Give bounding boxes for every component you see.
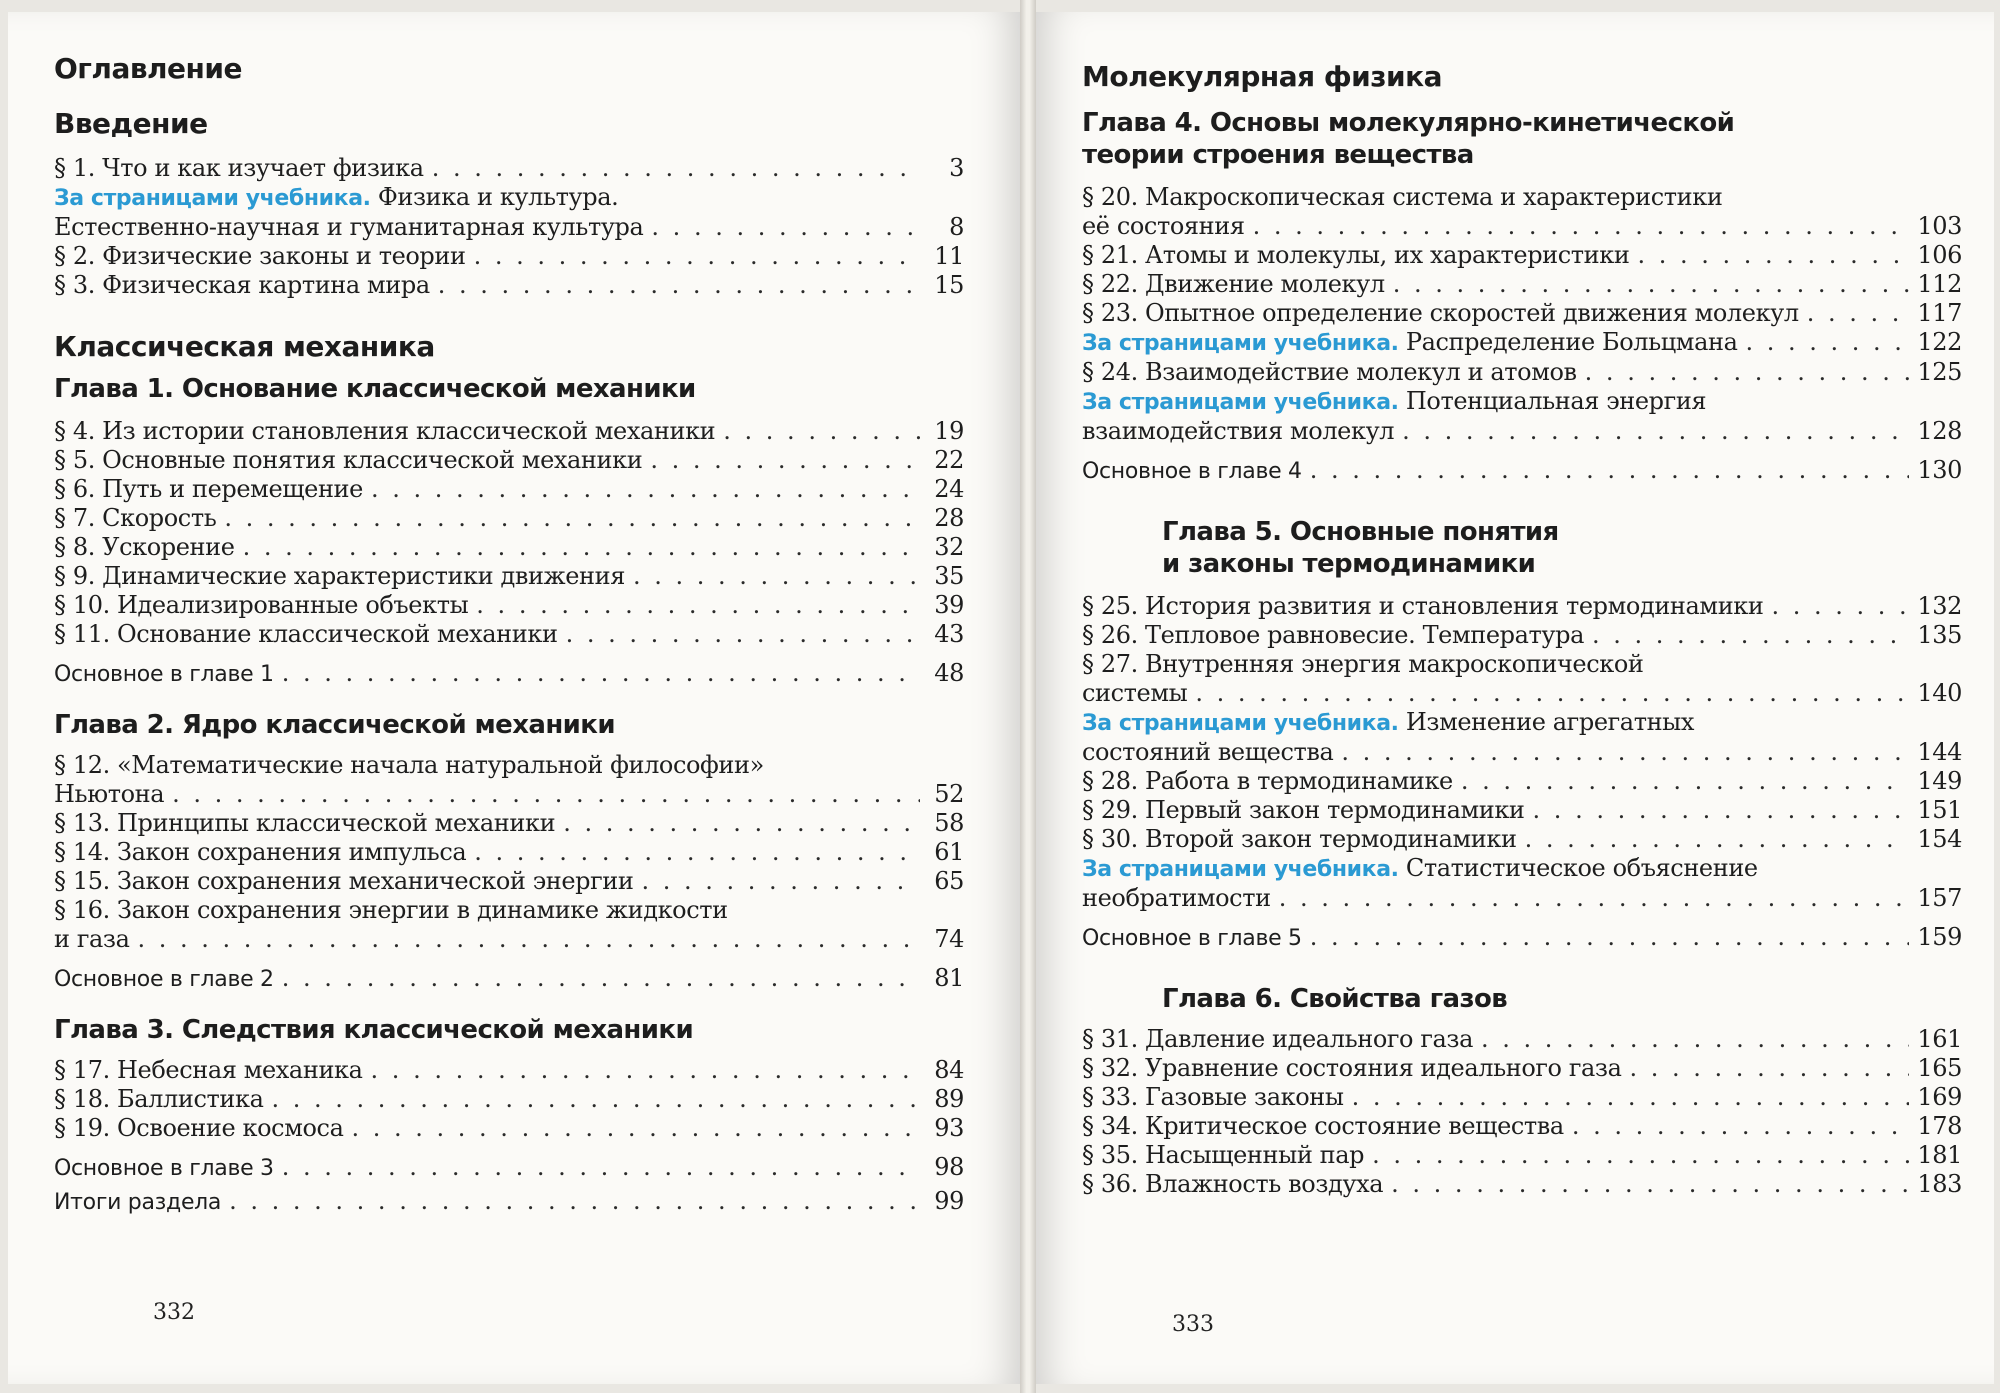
toc-entry[interactable]: § 30. Второй закон термодинамики . . . 154 — [1082, 825, 1962, 854]
chapter-1-title: Глава 1. Основание классической механики — [54, 374, 696, 404]
toc-entry[interactable]: § 6. Путь и перемещение . . . 24 — [54, 475, 964, 504]
toc-entry[interactable]: § 26. Тепловое равновесие. Температура . . . 135 — [1082, 621, 1962, 650]
toc-entry[interactable]: § 13. Принципы классической механики . . . 58 — [54, 809, 964, 838]
toc-entry-beyond[interactable]: За страницами учебника. Потенциальная энергия — [1082, 387, 1707, 415]
toc-entry-beyond-cont[interactable]: необратимости . . . 157 — [1082, 884, 1962, 913]
book-spine — [1020, 0, 1036, 1393]
toc-summary[interactable]: Основное в главе 1 . . . 48 — [54, 659, 964, 689]
toc-entry-cont[interactable]: её состояния . . . 103 — [1082, 212, 1962, 241]
left-page — [8, 12, 1020, 1384]
toc-entry[interactable]: § 3. Физическая картина мира . . . 15 — [54, 271, 964, 300]
toc-summary[interactable]: Основное в главе 3 . . . 98 — [54, 1153, 964, 1183]
toc-entry-beyond-cont[interactable]: состояний вещества . . . 144 — [1082, 738, 1962, 767]
right-page — [1036, 12, 1994, 1384]
toc-entry[interactable]: § 31. Давление идеального газа . . . 161 — [1082, 1025, 1962, 1054]
intro-title: Введение — [54, 107, 208, 140]
toc-entry[interactable]: § 5. Основные понятия классической механики . . . 22 — [54, 446, 964, 475]
toc-entry-multiline[interactable]: § 16. Закон сохранения энергии в динамике жидкости — [54, 896, 728, 924]
toc-entry-multiline[interactable]: § 27. Внутренняя энергия макроскопической — [1082, 650, 1644, 678]
toc-entry-multiline[interactable]: § 12. «Математические начала натуральной философии» — [54, 751, 764, 779]
chapter-6-title: Глава 6. Свойства газов — [1162, 984, 1508, 1014]
toc-summary[interactable]: Основное в главе 2 . . . 81 — [54, 964, 964, 994]
chapter-4-title-cont: теории строения вещества — [1082, 140, 1474, 170]
chapter-4-title: Глава 4. Основы молекулярно-кинетической — [1082, 108, 1735, 138]
contents-title: Оглавление — [54, 52, 243, 85]
toc-entry[interactable]: § 25. История развития и становления термодинамики . . . 132 — [1082, 592, 1962, 621]
chapter-2-title: Глава 2. Ядро классической механики — [54, 710, 615, 740]
toc-entry[interactable]: § 22. Движение молекул . . . 112 — [1082, 270, 1962, 299]
toc-entry[interactable]: § 15. Закон сохранения механической энергии . . . 65 — [54, 867, 964, 896]
toc-entry-beyond-cont[interactable]: Естественно-научная и гуманитарная культура . . . 8 — [54, 213, 964, 242]
toc-entry[interactable]: § 2. Физические законы и теории . . . 11 — [54, 242, 964, 271]
toc-entry-cont[interactable]: Ньютона . . . 52 — [54, 780, 964, 809]
toc-entry[interactable]: § 32. Уравнение состояния идеального газа . . . 165 — [1082, 1054, 1962, 1083]
section-title-molecular: Молекулярная физика — [1082, 60, 1443, 93]
toc-entry[interactable]: § 24. Взаимодействие молекул и атомов . . . 125 — [1082, 358, 1962, 387]
toc-entry[interactable]: § 29. Первый закон термодинамики . . . 151 — [1082, 796, 1962, 825]
chapter-5-title-cont: и законы термодинамики — [1162, 549, 1536, 579]
toc-entry[interactable]: § 14. Закон сохранения импульса . . . 61 — [54, 838, 964, 867]
toc-entry-beyond[interactable]: За страницами учебника. Статистическое объяснение — [1082, 854, 1758, 882]
left-page-content — [54, 52, 964, 1217]
toc-entry[interactable]: § 33. Газовые законы . . . 169 — [1082, 1083, 1962, 1112]
toc-entry[interactable]: § 34. Критическое состояние вещества . . . 178 — [1082, 1112, 1962, 1141]
toc-entry[interactable]: § 21. Атомы и молекулы, их характеристики . . . 106 — [1082, 241, 1962, 270]
toc-entry[interactable]: § 23. Опытное определение скоростей движения молекул . . . 117 — [1082, 299, 1962, 328]
toc-entry[interactable]: § 36. Влажность воздуха . . . 183 — [1082, 1170, 1962, 1199]
toc-entry-beyond[interactable]: За страницами учебника. Изменение агрегатных — [1082, 708, 1695, 736]
chapter-3-title: Глава 3. Следствия классической механики — [54, 1015, 694, 1045]
right-page-content — [1082, 60, 1962, 1199]
toc-entry[interactable]: § 18. Баллистика . . . 89 — [54, 1085, 964, 1114]
toc-entry-beyond[interactable]: За страницами учебника. Физика и культура. — [54, 183, 619, 211]
toc-entry[interactable]: § 7. Скорость . . . 28 — [54, 504, 964, 533]
chapter-5-title: Глава 5. Основные понятия — [1162, 517, 1559, 547]
toc-entry[interactable]: § 10. Идеализированные объекты . . . 39 — [54, 591, 964, 620]
toc-entry[interactable]: § 11. Основание классической механики . . . 43 — [54, 620, 964, 649]
toc-entry[interactable]: § 1. Что и как изучает физика . . . 3 — [54, 154, 964, 183]
toc-summary[interactable]: Основное в главе 4 . . . 130 — [1082, 456, 1962, 486]
page-number-left: 332 — [153, 1300, 195, 1325]
toc-entry-cont[interactable]: и газа . . . 74 — [54, 925, 964, 954]
page-number-right: 333 — [1172, 1312, 1214, 1337]
toc-entry[interactable]: § 4. Из истории становления классической механики . . . 19 — [54, 417, 964, 446]
section-title-mechanics: Классическая механика — [54, 330, 435, 363]
toc-results[interactable]: Итоги раздела . . . 99 — [54, 1187, 964, 1217]
toc-entry-beyond-cont[interactable]: взаимодействия молекул . . . 128 — [1082, 417, 1962, 446]
toc-entry[interactable]: § 35. Насыщенный пар . . . 181 — [1082, 1141, 1962, 1170]
toc-entry[interactable]: § 17. Небесная механика . . . 84 — [54, 1056, 964, 1085]
toc-entry[interactable]: § 9. Динамические характеристики движения . . . 35 — [54, 562, 964, 591]
toc-entry[interactable]: § 19. Освоение космоса . . . 93 — [54, 1114, 964, 1143]
toc-entry[interactable]: § 8. Ускорение . . . 32 — [54, 533, 964, 562]
toc-summary[interactable]: Основное в главе 5 . . . 159 — [1082, 923, 1962, 953]
toc-entry[interactable]: § 28. Работа в термодинамике . . . 149 — [1082, 767, 1962, 796]
toc-entry-cont[interactable]: системы . . . 140 — [1082, 679, 1962, 708]
toc-entry-multiline[interactable]: § 20. Макроскопическая система и характеристики — [1082, 183, 1723, 211]
toc-entry-beyond[interactable]: За страницами учебника. Распределение Больцмана . . . 122 — [1082, 328, 1962, 358]
